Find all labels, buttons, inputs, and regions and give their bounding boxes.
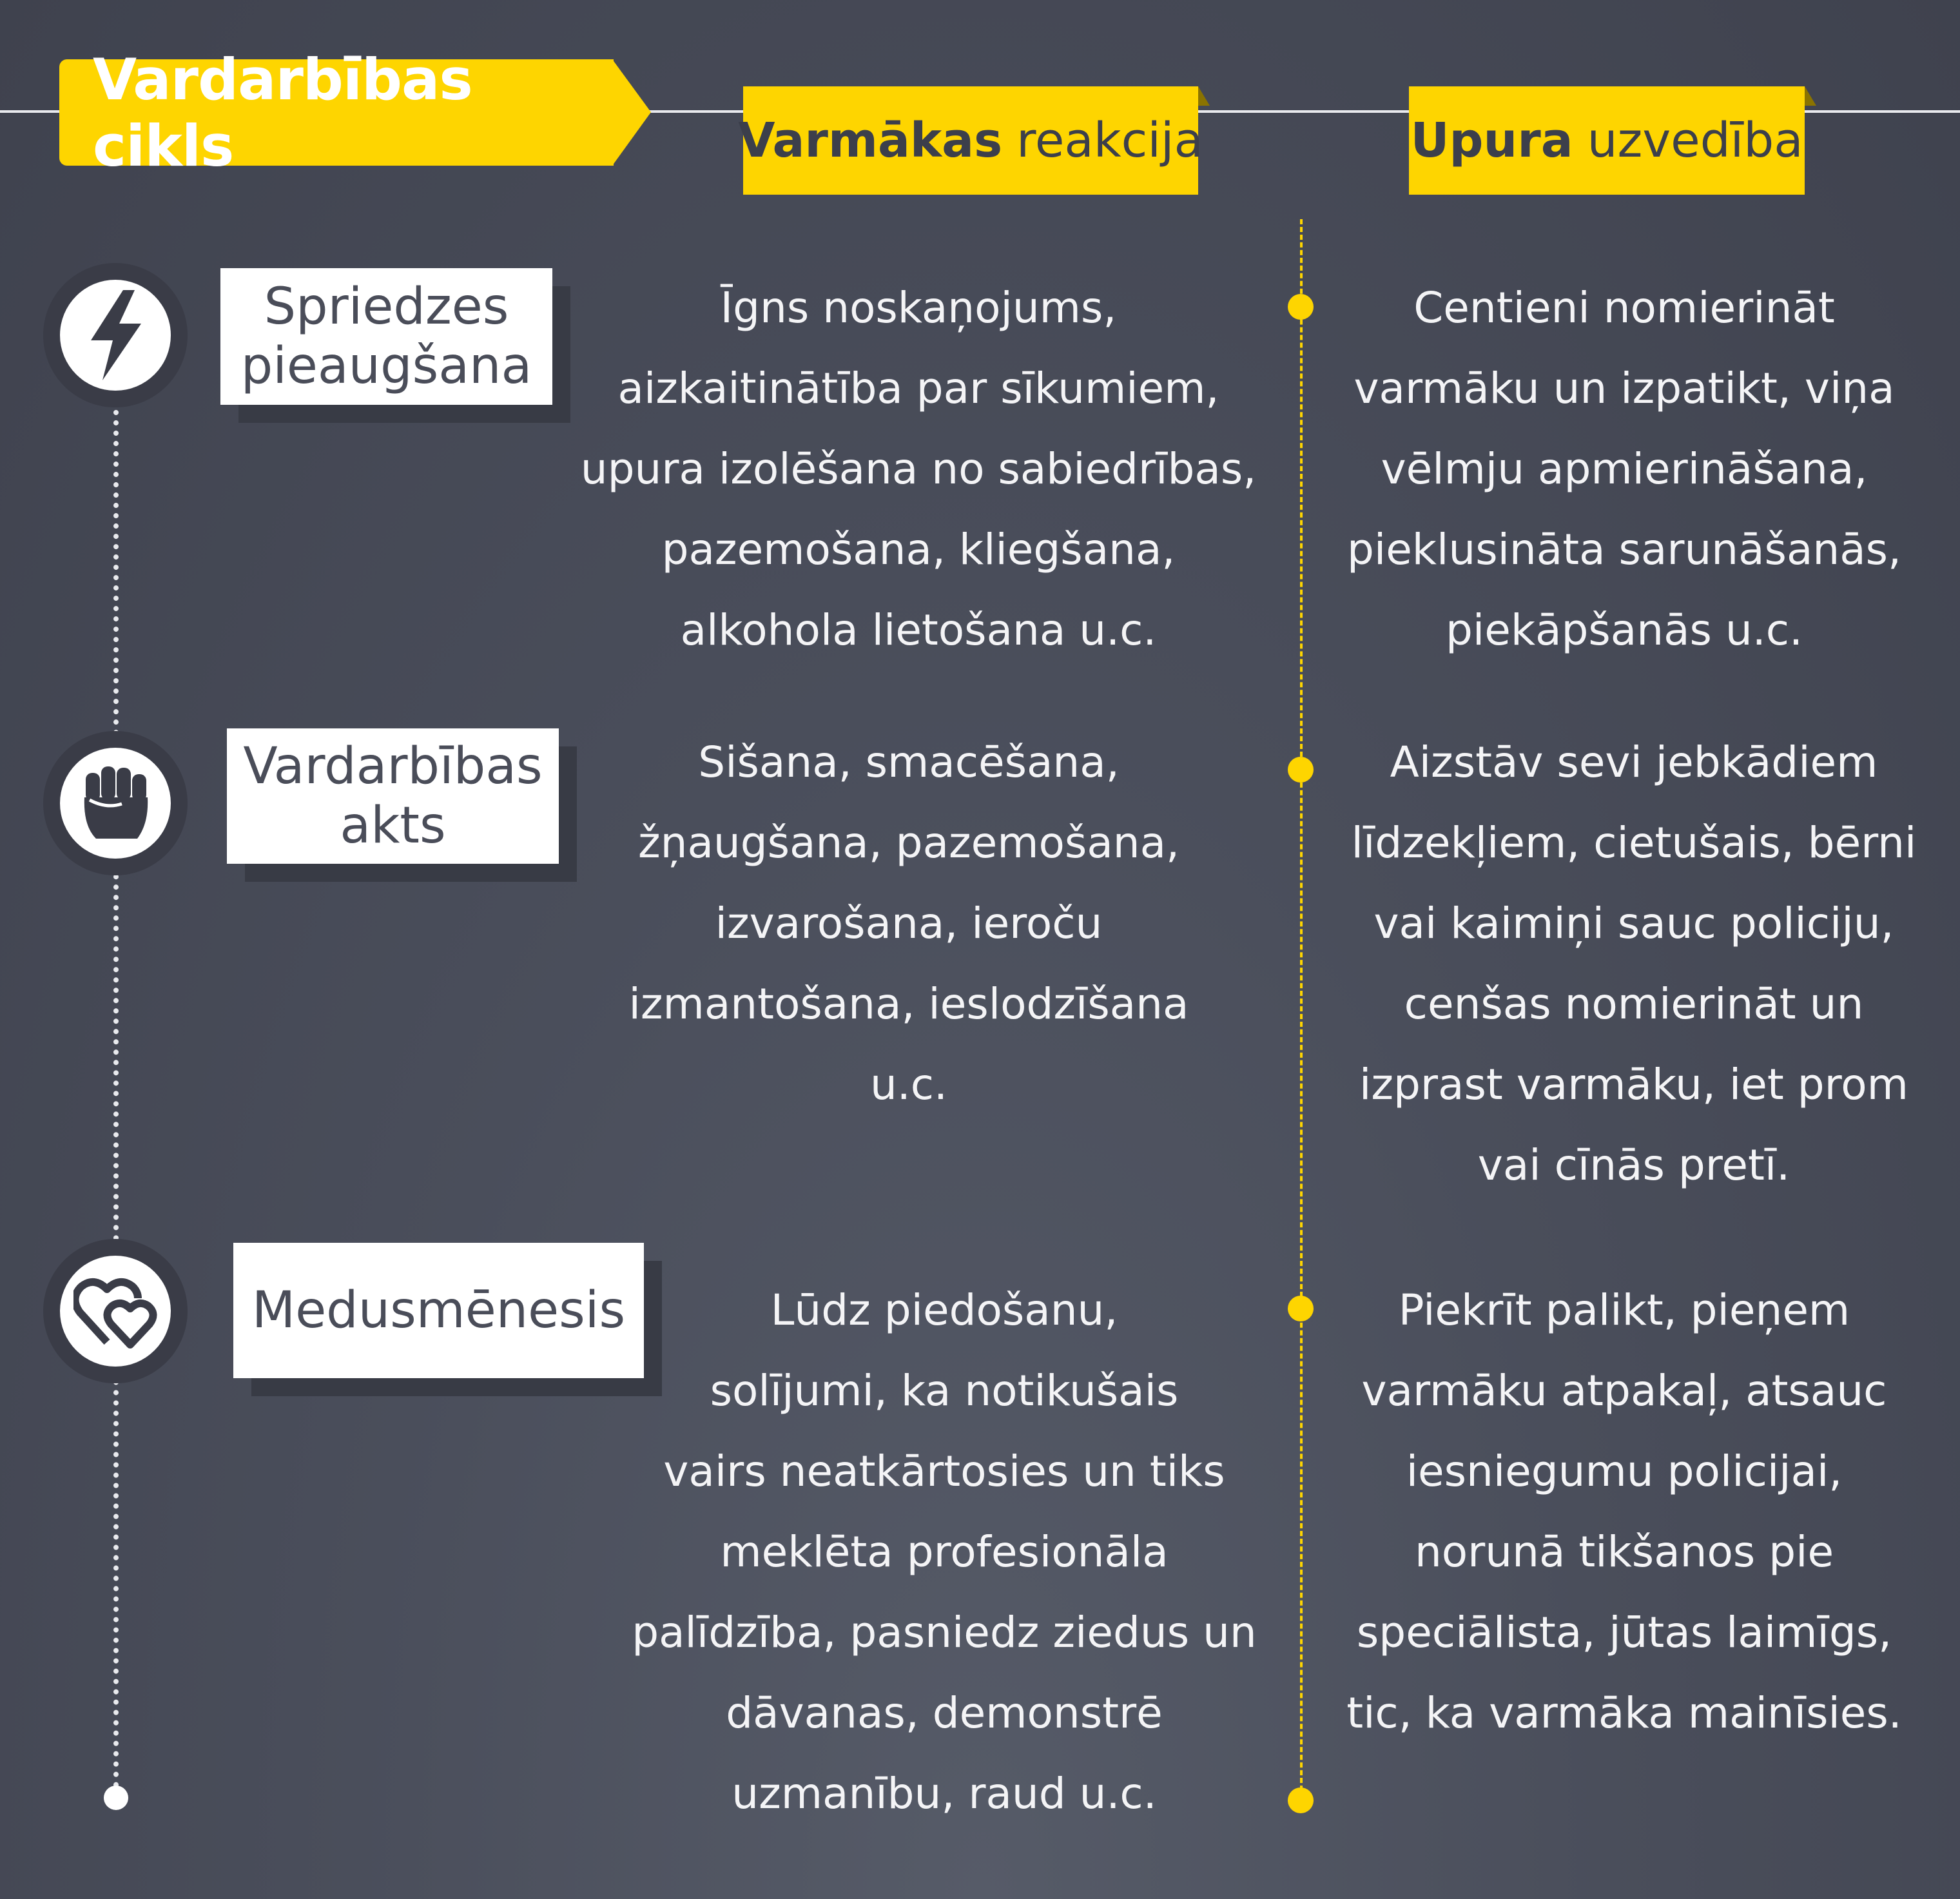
column-end-yellow-dot xyxy=(1288,1787,1314,1813)
header-fold xyxy=(1805,86,1816,106)
text-line: vai cīnās pretī. xyxy=(1477,1140,1790,1190)
stage-3-label xyxy=(233,1243,644,1378)
header-fold xyxy=(1198,86,1210,106)
text-line: Sišana, smacēšana, xyxy=(698,737,1120,787)
stage-2-icon-circle xyxy=(43,731,188,875)
stage-2-label xyxy=(227,728,559,864)
text-line: palīdzība, pasniedz ziedus un xyxy=(632,1608,1257,1657)
stage-1-victim-text xyxy=(1334,268,1914,670)
text-line: aizkaitinātība par sīkumiem, xyxy=(617,364,1219,413)
text-line: vēlmju apmierināšana, xyxy=(1381,444,1868,494)
text-line: izmantošana, ieslodzīšana xyxy=(628,979,1189,1029)
stage-label-line: Medusmēnesis xyxy=(251,1281,626,1339)
abuser-header-bold: Varmākas xyxy=(738,113,1003,168)
infographic-title: Vardarbības cikls xyxy=(59,59,614,166)
text-line: upura izolēšana no sabiedrības, xyxy=(580,444,1257,494)
text-line: varmāku un izpatikt, viņa xyxy=(1354,364,1895,413)
text-line: līdzekļiem, cietušais, bērni xyxy=(1351,818,1917,868)
text-line: varmāku atpakaļ, atsauc xyxy=(1361,1366,1887,1416)
text-line: pazemošana, kliegšana, xyxy=(661,525,1176,574)
text-line: speciālista, jūtas laimīgs, xyxy=(1356,1608,1892,1657)
text-line: vai kaimiņi sauc policiju, xyxy=(1373,899,1894,948)
lightning-icon xyxy=(83,290,148,380)
stage-2-abuser-text xyxy=(574,722,1244,1125)
text-line: cenšas nomierināt un xyxy=(1404,979,1864,1029)
title-arrow xyxy=(612,59,651,166)
text-line: tic, ka varmāka mainīsies. xyxy=(1346,1688,1902,1738)
stage-1-label xyxy=(220,268,552,405)
text-line: uzmanību, raud u.c. xyxy=(732,1769,1157,1818)
victim-behavior-header xyxy=(1409,86,1805,195)
text-line: žņaugšana, pazemošana, xyxy=(637,818,1180,868)
text-line: dāvanas, demonstrē xyxy=(726,1688,1163,1738)
text-line: Piekrīt palikt, pieņem xyxy=(1398,1285,1850,1335)
stage-1-abuser-text xyxy=(567,268,1270,670)
abuser-header-rest: reakcija xyxy=(1016,113,1203,168)
stage-label-line: akts xyxy=(340,797,446,855)
victim-header-bold: Upura xyxy=(1410,113,1573,168)
text-line: Īgns noskaņojums, xyxy=(720,283,1117,333)
text-line: iesniegumu policijai, xyxy=(1406,1446,1843,1496)
text-line: izvarošana, ieroču xyxy=(715,899,1103,948)
text-line: alkohola lietošana u.c. xyxy=(680,605,1157,655)
text-line: Centieni nomierināt xyxy=(1413,283,1835,333)
stage-3-icon-circle xyxy=(43,1239,188,1383)
stage-label-line: Spriedzes xyxy=(264,278,509,336)
text-line: u.c. xyxy=(869,1060,948,1109)
hearts-icon xyxy=(73,1272,157,1350)
stage-3-abuser-text xyxy=(606,1270,1283,1834)
stage-1-icon-circle xyxy=(43,263,188,407)
stage-1-yellow-dot xyxy=(1288,294,1314,320)
text-line: izprast varmāku, iet prom xyxy=(1359,1060,1908,1109)
text-line: pieklusināta sarunāšanās, xyxy=(1346,525,1902,574)
fist-icon xyxy=(77,761,154,845)
stage-3-victim-text xyxy=(1334,1270,1914,1753)
stage-label-line: Vardarbības xyxy=(243,737,543,795)
timeline-dotted-line xyxy=(113,400,119,1798)
text-line: Lūdz piedošanu, xyxy=(770,1285,1118,1335)
stage-2-victim-text xyxy=(1337,722,1930,1205)
stage-label-line: pieaugšana xyxy=(240,337,532,395)
stage-2-yellow-dot xyxy=(1288,757,1314,783)
stage-3-yellow-dot xyxy=(1288,1296,1314,1321)
text-line: norunā tikšanos pie xyxy=(1414,1527,1834,1577)
text-line: Aizstāv sevi jebkādiem xyxy=(1390,737,1878,787)
victim-header-rest: uzvedība xyxy=(1587,113,1803,168)
text-line: vairs neatkārtosies un tiks xyxy=(663,1446,1225,1496)
text-line: piekāpšanās u.c. xyxy=(1446,605,1803,655)
text-line: meklēta profesionāla xyxy=(720,1527,1169,1577)
abuser-reaction-header xyxy=(738,86,1203,195)
column-dashed-divider xyxy=(1300,219,1303,1798)
text-line: solījumi, ka notikušais xyxy=(710,1366,1179,1416)
timeline-end-dot xyxy=(104,1786,128,1810)
